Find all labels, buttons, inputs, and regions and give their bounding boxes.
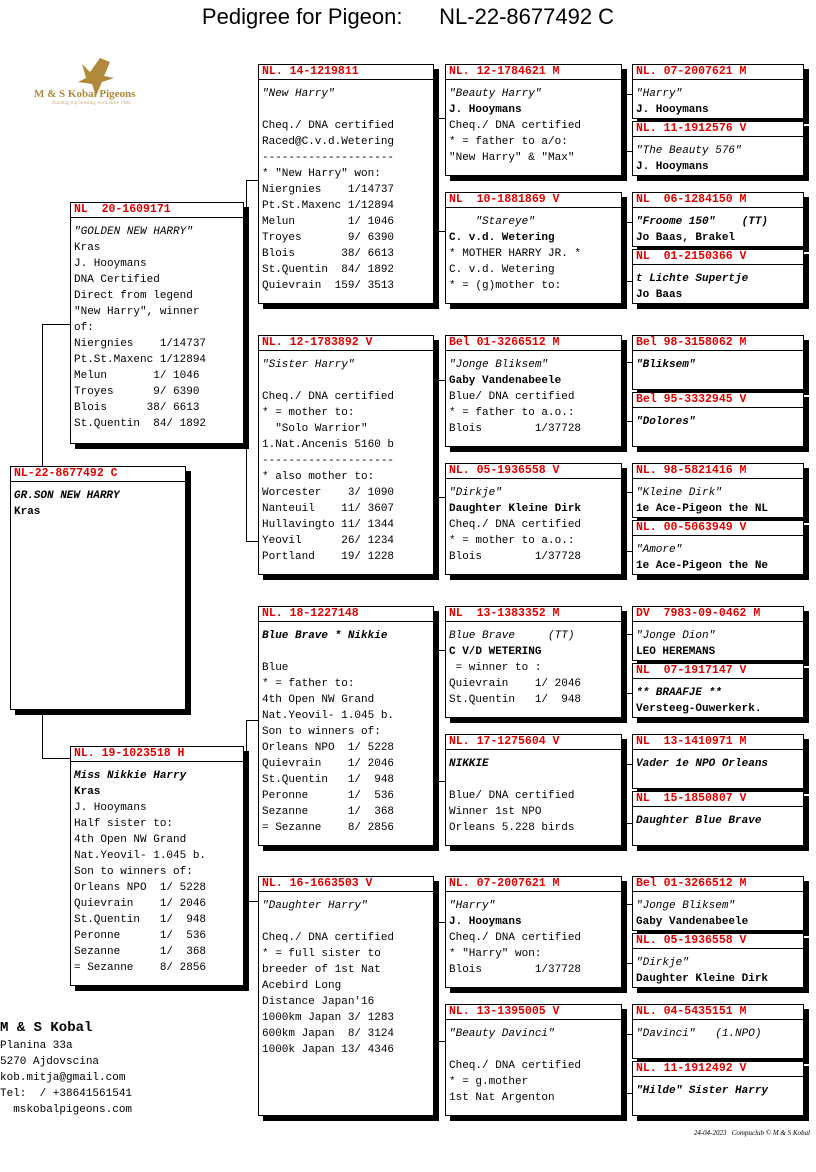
pedigree-text-line: "Beauty Davinci" — [449, 1028, 555, 1040]
ring-number: NL. 07-2007621 M — [449, 877, 560, 890]
ring-number: NL 15-1850807 V — [636, 792, 747, 805]
pedigree-text-line: Yeovil 26/ 1234 — [262, 535, 395, 547]
pedigree-text-line: St.Quentin 84/ 1892 — [262, 264, 395, 276]
pedigree-text-line: J. Hooymans — [449, 916, 522, 928]
connector-dam — [42, 710, 71, 759]
pedigree-text-line: "Stareye" — [449, 216, 535, 228]
pedigree-text-line: Acebird Long — [262, 980, 342, 992]
pedigree-box-sss — [445, 64, 622, 176]
pedigree-text-line: Peronne 1/ 536 — [262, 790, 395, 802]
pedigree-text-line: Blue/ DNA certified — [449, 391, 575, 403]
pedigree-text-line: Blue Brave (TT) — [449, 630, 575, 642]
pedigree-text-line: * = g.mother — [449, 1076, 529, 1088]
ring-number: NL. 00-5063949 V — [636, 521, 747, 534]
pedigree-text-line — [259, 373, 433, 389]
pedigree-text-line: * = mother to a.o.: — [449, 535, 575, 547]
pedigree-text-line: C. v.d. Wetering — [449, 264, 555, 276]
pedigree-text-line: Son to winners of: — [262, 726, 381, 738]
ring-number: NL 06-1284150 M — [636, 193, 747, 206]
pedigree-text-line — [259, 102, 433, 118]
ring-number: DV 7983-09-0462 M — [636, 607, 761, 620]
pedigree-text-line: Daughter Kleine Dirk — [636, 973, 769, 985]
pedigree-text-line: ** BRAAFJE ** — [636, 687, 722, 699]
pedigree-text-line: "Dolores" — [636, 416, 696, 428]
ring-number: NL. 14-1219811 — [262, 65, 359, 78]
owner-phone: Tel: / +38641561541 — [0, 1088, 133, 1100]
pedigree-text-line: Portland 19/ 1228 — [262, 551, 395, 563]
ring-number: NL-22-8677492 C — [14, 467, 118, 480]
pedigree-text-line: Gaby Vandenabeele — [449, 375, 562, 387]
pedigree-box-g1 — [632, 64, 804, 119]
pedigree-text-line: "The Beauty 576" — [636, 145, 742, 157]
pedigree-box-g13 — [632, 876, 804, 931]
pedigree-text-line: 1000k Japan 13/ 4346 — [262, 1044, 395, 1056]
pedigree-text-line: Troyes 9/ 6390 — [262, 232, 395, 244]
pedigree-text-line: "Solo Warrior" — [262, 423, 368, 435]
pedigree-box-g7 — [632, 463, 804, 518]
pedigree-text-line: Orleans NPO 1/ 5228 — [262, 742, 395, 754]
pedigree-text-line: of: — [74, 322, 94, 334]
logo-name: M & S Kobal Pigeons — [34, 88, 136, 100]
pedigree-text-line: "New Harry" — [262, 88, 335, 100]
pedigree-text-line: Worcester 3/ 1090 — [262, 487, 395, 499]
pedigree-text-line: Daughter Kleine Dirk — [449, 503, 582, 515]
pedigree-text-line — [446, 1042, 621, 1058]
pedigree-text-line: 4th Open NW Grand — [74, 834, 187, 846]
pedigree-box-dam-dam — [258, 876, 434, 1116]
pedigree-text-line: = winner to : — [449, 662, 542, 674]
ring-number: NL. 13-1395005 V — [449, 1005, 560, 1018]
pedigree-text-line: Blois 1/37728 — [449, 551, 582, 563]
pedigree-text-line: Sezanne 1/ 368 — [262, 806, 395, 818]
ring-number: NL 20-1609171 — [74, 203, 171, 216]
pedigree-text-line: Blois 38/ 6613 — [262, 248, 395, 260]
ring-number: NL. 19-1023518 H — [74, 747, 185, 760]
pedigree-text-line: Raced@C.v.d.Wetering — [262, 136, 395, 148]
ring-number: NL 07-1917147 V — [636, 664, 747, 677]
pedigree-text-line: Quievrain 1/ 2046 — [449, 678, 582, 690]
pedigree-text-line: Pt.St.Maxenc 1/12894 — [74, 354, 207, 366]
owner-address-line: 5270 Ajdovscina — [0, 1056, 100, 1068]
pedigree-text-line: Kras — [14, 506, 41, 518]
ring-number: NL. 05-1936558 V — [449, 464, 560, 477]
pedigree-text-line: Cheq./ DNA certified — [262, 120, 395, 132]
pedigree-text-line: St.Quentin 1/ 948 — [262, 774, 395, 786]
pedigree-text-line: Melun 1/ 1046 — [262, 216, 395, 228]
pedigree-box-dam-sire — [258, 606, 434, 846]
pedigree-text-line: 1st Nat Argenton — [449, 1092, 555, 1104]
pedigree-box-sire — [70, 202, 244, 444]
ring-number: NL 01-2150366 V — [636, 250, 747, 263]
pedigree-text-line: C V/D WETERING — [449, 646, 542, 658]
pedigree-text-line: Blue/ DNA certified — [449, 790, 575, 802]
pedigree-box-g5 — [632, 335, 804, 390]
owner-email: kob.mitja@gmail.com — [0, 1072, 126, 1084]
pedigree-box-dss — [445, 606, 622, 718]
pedigree-text-line: GR.SON NEW HARRY — [14, 490, 120, 502]
pedigree-box-g4 — [632, 249, 804, 304]
pedigree-text-line: "Sister Harry" — [262, 359, 355, 371]
pedigree-text-line: = Sezanne 8/ 2856 — [262, 822, 395, 834]
pedigree-box-g6 — [632, 392, 804, 447]
pedigree-text-line: J. Hooymans — [449, 104, 522, 116]
pedigree-text-line: "Daughter Harry" — [262, 900, 368, 912]
ring-number: NL. 07-2007621 M — [636, 65, 747, 78]
pedigree-text-line: "New Harry" & "Max" — [449, 152, 575, 164]
pedigree-text-line: * = father to a/o: — [449, 136, 568, 148]
pedigree-text-line: Cheq./ DNA certified — [449, 1060, 582, 1072]
pedigree-text-line: "Kleine Dirk" — [636, 487, 722, 499]
pedigree-text-line: Blois 1/37728 — [449, 423, 582, 435]
pedigree-box-sdd — [445, 463, 622, 575]
pedigree-text-line: Cheq./ DNA certified — [262, 932, 395, 944]
pedigree-text-line: Niergnies 1/14737 — [262, 184, 395, 196]
pedigree-text-line: Melun 1/ 1046 — [74, 370, 200, 382]
pedigree-text-line: NIKKIE — [449, 758, 489, 770]
pedigree-text-line: "Jonge Bliksem" — [449, 359, 549, 371]
pedigree-box-g10 — [632, 663, 804, 718]
owner-website: mskobalpigeons.com — [0, 1104, 133, 1116]
pedigree-box-g16 — [632, 1061, 804, 1116]
pedigree-text-line: Orleans 5.228 birds — [449, 822, 575, 834]
footer-credit: 24-04-2023 Compuclub © M & S Kobal — [693, 1129, 810, 1137]
ring-number: NL. 16-1663503 V — [262, 877, 373, 890]
pedigree-text-line: Son to winners of: — [74, 866, 193, 878]
pedigree-text-line: * = mother to: — [262, 407, 355, 419]
pedigree-box-g11 — [632, 734, 804, 789]
pedigree-box-g9 — [632, 606, 804, 661]
pedigree-text-line: -------------------- — [262, 152, 395, 164]
pedigree-text-line: * MOTHER HARRY JR. * — [449, 248, 582, 260]
owner-address-line: Planina 33a — [0, 1040, 73, 1052]
pedigree-text-line: * = (g)mother to: — [449, 280, 562, 292]
pedigree-text-line: "Beauty Harry" — [449, 88, 542, 100]
pedigree-text-line: Blois 38/ 6613 — [74, 402, 200, 414]
ring-number: Bel 01-3266512 M — [636, 877, 747, 890]
pedigree-text-line: * "New Harry" won: — [262, 168, 381, 180]
pedigree-text-line: St.Quentin 84/ 1892 — [74, 418, 207, 430]
pedigree-text-line: "GOLDEN NEW HARRY" — [74, 226, 193, 238]
pedigree-text-line: Half sister to: — [74, 818, 174, 830]
owner-contact — [0, 1018, 132, 1118]
pedigree-text-line: J. Hooymans — [74, 258, 147, 270]
pedigree-text-line: Gaby Vandenabeele — [636, 916, 749, 928]
pedigree-text-line: "Jonge Bliksem" — [636, 900, 736, 912]
pedigree-text-line: LEO HEREMANS — [636, 646, 716, 658]
pedigree-text-line: -------------------- — [262, 455, 395, 467]
logo-tagline: Building top breeding stock since 1980 — [52, 101, 131, 106]
ring-number: NL 13-1383352 M — [449, 607, 560, 620]
pedigree-text-line: "Jonge Dion" — [636, 630, 716, 642]
pedigree-text-line — [446, 772, 621, 788]
pedigree-text-line: Daughter Blue Brave — [636, 815, 762, 827]
ring-number: NL. 18-1227148 — [262, 607, 359, 620]
pedigree-text-line: 600km Japan 8/ 3124 — [262, 1028, 395, 1040]
pedigree-text-line: Quievrain 1/ 2046 — [262, 758, 395, 770]
pedigree-text-line: Nat.Yeovil- 1.045 b. — [74, 850, 207, 862]
pedigree-text-line: Quievrain 1/ 2046 — [74, 898, 207, 910]
ring-number: NL. 98-5821416 M — [636, 464, 747, 477]
pedigree-text-line: "Amore" — [636, 544, 683, 556]
pedigree-text-line: "New Harry", winner — [74, 306, 200, 318]
pedigree-box-sds — [445, 335, 622, 447]
pedigree-text-line: Miss Nikkie Harry — [74, 770, 187, 782]
pedigree-text-line: 1e Ace-Pigeon the NL — [636, 503, 769, 515]
ring-number: NL. 12-1784621 M — [449, 65, 560, 78]
pedigree-text-line: Sezanne 1/ 368 — [74, 946, 207, 958]
page-title: Pedigree for Pigeon: NL-22-8677492 C — [201, 4, 615, 29]
pedigree-text-line: Blois 1/37728 — [449, 964, 582, 976]
pedigree-text-line: Vader 1e NPO Orleans — [636, 758, 769, 770]
pedigree-text-line: Cheq./ DNA certified — [262, 391, 395, 403]
pedigree-text-line: J. Hooymans — [636, 104, 709, 116]
pedigree-text-line: 1.Nat.Ancenis 5160 b — [262, 439, 395, 451]
pedigree-text-line: Cheq./ DNA certified — [449, 120, 582, 132]
pedigree-text-line: t Lichte Supertje — [636, 273, 749, 285]
pedigree-text-line: "Davinci" (1.NPO) — [636, 1028, 762, 1040]
pedigree-text-line: Peronne 1/ 536 — [74, 930, 207, 942]
pedigree-text-line: "Harry" — [449, 900, 496, 912]
pedigree-text-line: Hullavingto 11/ 1344 — [262, 519, 395, 531]
pedigree-text-line: "Dirkje" — [636, 957, 689, 969]
pedigree-text-line: Niergnies 1/14737 — [74, 338, 207, 350]
ring-number: NL. 04-5435151 M — [636, 1005, 747, 1018]
pedigree-text-line: J. Hooymans — [74, 802, 147, 814]
pedigree-text-line: breeder of 1st Nat — [262, 964, 381, 976]
pedigree-box-g14 — [632, 933, 804, 988]
ring-number: NL. 17-1275604 V — [449, 735, 560, 748]
pedigree-text-line: * = full sister to — [262, 948, 381, 960]
pedigree-text-line: "Froome 150" (TT) — [636, 216, 769, 228]
pedigree-box-subject — [10, 466, 186, 710]
ring-number: NL. 12-1783892 V — [262, 336, 373, 349]
pedigree-text-line: Cheq./ DNA certified — [449, 932, 582, 944]
pedigree-text-line: "Hilde" Sister Harry — [636, 1085, 769, 1097]
pedigree-text-line: Nanteuil 11/ 3607 — [262, 503, 395, 515]
pedigree-text-line: Blue Brave * Nikkie — [262, 630, 388, 642]
ring-number: Bel 01-3266512 M — [449, 336, 560, 349]
ring-number: NL 13-1410971 M — [636, 735, 747, 748]
pedigree-text-line: 4th Open NW Grand — [262, 694, 375, 706]
pedigree-text-line: = Sezanne 8/ 2856 — [74, 962, 207, 974]
pedigree-box-g2 — [632, 121, 804, 176]
pedigree-text-line: Jo Baas, Brakel — [636, 232, 736, 244]
ring-number: NL. 11-1912492 V — [636, 1062, 747, 1075]
pedigree-text-line: Troyes 9/ 6390 — [74, 386, 200, 398]
ring-number: Bel 95-3332945 V — [636, 393, 747, 406]
pedigree-text-line: Kras — [74, 242, 101, 254]
pedigree-text-line: * also mother to: — [262, 471, 375, 483]
pedigree-box-sire-dam — [258, 335, 434, 575]
pedigree-box-g12 — [632, 791, 804, 846]
pedigree-text-line: * "Harry" won: — [449, 948, 542, 960]
pedigree-text-line: * = father to: — [262, 678, 355, 690]
pedigree-text-line: Cheq./ DNA certified — [449, 519, 582, 531]
pedigree-text-line: Blue — [262, 662, 289, 674]
connector-sire — [42, 324, 71, 469]
pedigree-text-line: Nat.Yeovil- 1.045 b. — [262, 710, 395, 722]
pedigree-box-sire-sire — [258, 64, 434, 304]
ring-number: Bel 98-3158062 M — [636, 336, 747, 349]
pedigree-text-line: "Harry" — [636, 88, 683, 100]
pedigree-text-line: "Dirkje" — [449, 487, 502, 499]
pedigree-text-line — [259, 914, 433, 930]
pedigree-text-line: Orleans NPO 1/ 5228 — [74, 882, 207, 894]
pedigree-box-ssd — [445, 192, 622, 304]
pedigree-text-line: Distance Japan'16 — [262, 996, 375, 1008]
pedigree-text-line: Versteeg-Ouwerkerk. — [636, 703, 762, 715]
pedigree-text-line: Jo Baas — [636, 289, 683, 301]
pedigree-box-dsd — [445, 734, 622, 846]
pedigree-text-line: 1000km Japan 3/ 1283 — [262, 1012, 395, 1024]
pedigree-text-line: J. Hooymans — [636, 161, 709, 173]
pedigree-text-line: Pt.St.Maxenc 1/12894 — [262, 200, 395, 212]
ring-number: NL. 05-1936558 V — [636, 934, 747, 947]
pedigree-text-line — [259, 644, 433, 660]
pedigree-box-ddd — [445, 1004, 622, 1116]
pedigree-text-line: Direct from legend — [74, 290, 193, 302]
pedigree-text-line: St.Quentin 1/ 948 — [449, 694, 582, 706]
pedigree-text-line: 1e Ace-Pigeon the Ne — [636, 560, 769, 572]
ring-number: NL. 11-1912576 V — [636, 122, 747, 135]
pedigree-box-dds — [445, 876, 622, 988]
pedigree-text-line: C. v.d. Wetering — [449, 232, 555, 244]
pedigree-text-line: Kras — [74, 786, 101, 798]
pedigree-text-line: DNA Certified — [74, 274, 160, 286]
owner-name: M & S Kobal — [0, 1020, 93, 1036]
pedigree-text-line: Quievrain 159/ 3513 — [262, 280, 395, 292]
pedigree-box-g3 — [632, 192, 804, 247]
pedigree-box-g8 — [632, 520, 804, 575]
ring-number: NL 10-1881869 V — [449, 193, 560, 206]
pedigree-text-line: St.Quentin 1/ 948 — [74, 914, 207, 926]
pedigree-text-line: Winner 1st NPO — [449, 806, 542, 818]
pedigree-text-line: "Bliksem" — [636, 359, 696, 371]
pedigree-box-dam — [70, 746, 244, 986]
pedigree-text-line: * = father to a.o.: — [449, 407, 575, 419]
pedigree-box-g15 — [632, 1004, 804, 1059]
